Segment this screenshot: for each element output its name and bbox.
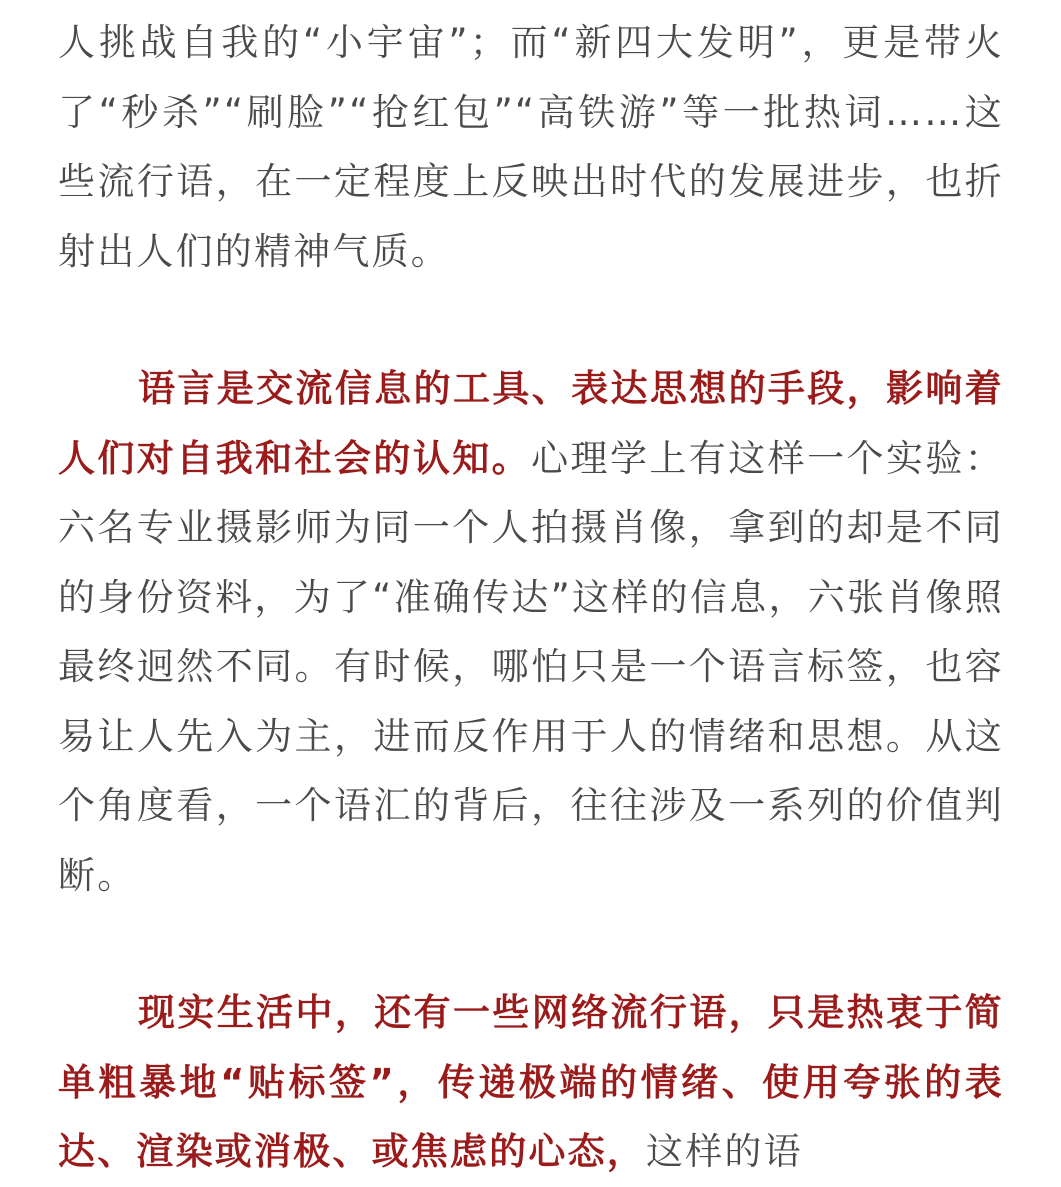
paragraph-2 <box>58 354 1004 910</box>
paragraph-3 <box>58 978 1004 1187</box>
article-body <box>58 8 1004 1187</box>
paragraph-2-emphasis: 语言是交流信息的工具、表达思想的手段，影响着人们对自我和社会的认知。 <box>58 367 1004 480</box>
paragraph-1-text: 人挑战自我的“小宇宙”；而“新四大发明”，更是带火了“秒杀”“刷脸”“抢红包”“高铁游”等一批热词……这些流行语，在一定程度上反映出时代的发展进步，也折射出人们的精神气质。 <box>58 21 1004 273</box>
paragraph-1 <box>58 8 1004 286</box>
paragraph-3-emphasis: 现实生活中，还有一些网络流行语，只是热衷于简单粗暴地“贴标签”，传递极端的情绪、使用夸张的表达、渲染或消极、或焦虑的心态， <box>58 991 1004 1173</box>
paragraph-2-text: 心理学上有这样一个实验：六名专业摄影师为同一个人拍摄肖像，拿到的却是不同的身份资料，为了“准确传达”这样的信息，六张肖像照最终迥然不同。有时候，哪怕只是一个语言标签，也容易让人先入为主，进而反作用于人的情绪和思想。从这个角度看，一个语汇的背后，往往涉及一系列的价值判断。 <box>58 436 1004 897</box>
paragraph-3-text: 这样的语 <box>646 1130 803 1173</box>
